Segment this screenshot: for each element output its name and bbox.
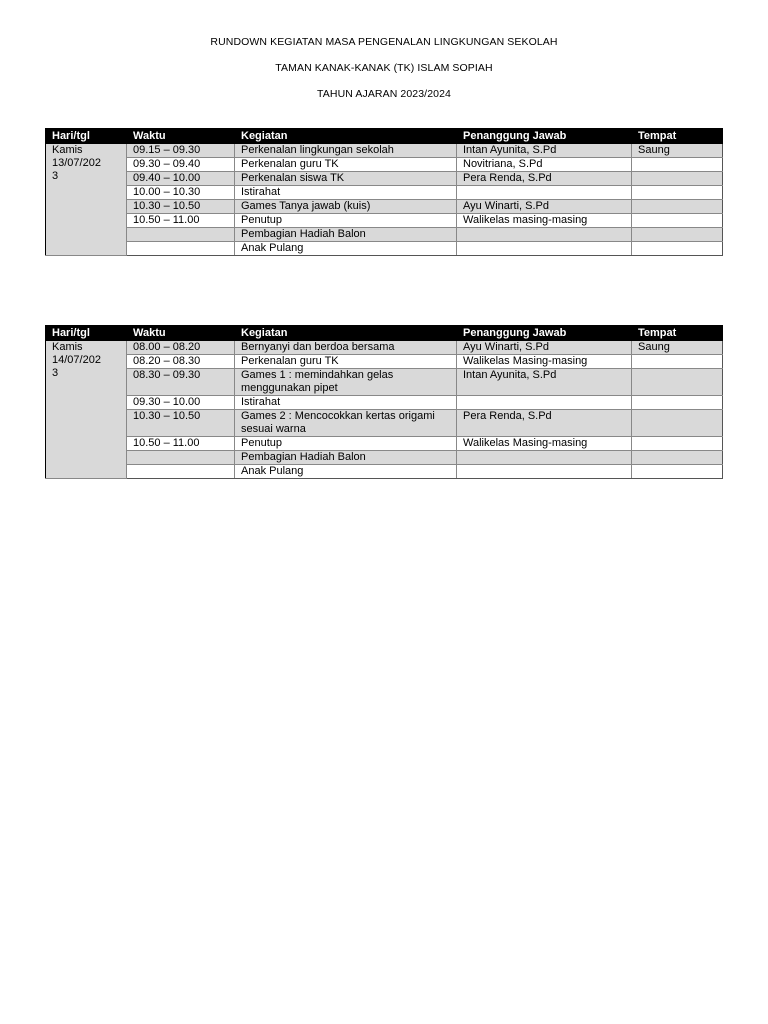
title-line-3: TAHUN AJARAN 2023/2024 [317,88,451,100]
place-cell [632,242,723,256]
activity-cell: Games 2 : Mencocokkan kertas origami sesuai warna [235,410,457,437]
table-row [46,172,723,186]
pic-cell [457,396,632,410]
table-row [46,158,723,172]
table-row [46,242,723,256]
activity-cell: Bernyanyi dan berdoa bersama [235,341,457,355]
day-date: 13/07/202 [52,157,101,169]
time-cell: 09.30 – 10.00 [127,396,235,410]
activity-cell: Pembagian Hadiah Balon [235,228,457,242]
pic-cell: Pera Renda, S.Pd [457,172,632,186]
place-cell [632,437,723,451]
pic-cell: Ayu Winarti, S.Pd [457,200,632,214]
time-cell: 08.00 – 08.20 [127,341,235,355]
time-cell: 10.50 – 11.00 [127,437,235,451]
header-waktu: Waktu [127,326,235,341]
pic-cell: Intan Ayunita, S.Pd [457,369,632,396]
header-kegiatan: Kegiatan [235,326,457,341]
header-tempat: Tempat [632,326,723,341]
header-hari-tgl: Hari/tgl [46,129,127,144]
pic-cell: Walikelas Masing-masing [457,355,632,369]
header-penanggung-jawab: Penanggung Jawab [457,129,632,144]
table-row [46,355,723,369]
time-cell: 09.30 – 09.40 [127,158,235,172]
table-row [46,465,723,479]
time-cell: 10.30 – 10.50 [127,410,235,437]
time-cell: 09.15 – 09.30 [127,144,235,158]
table-row [46,144,723,158]
table-row [46,186,723,200]
time-cell [127,451,235,465]
day-date-cont: 3 [52,170,59,182]
pic-cell: Pera Renda, S.Pd [457,410,632,437]
activity-cell: Penutup [235,214,457,228]
activity-cell: Istirahat [235,396,457,410]
place-cell [632,410,723,437]
time-cell: 09.40 – 10.00 [127,172,235,186]
table-row [46,396,723,410]
pic-cell [457,228,632,242]
title-line-2: TAMAN KANAK-KANAK (TK) ISLAM SOPIAH [275,62,493,74]
day-name: Kamis [52,341,83,353]
place-cell [632,228,723,242]
time-cell: 10.50 – 11.00 [127,214,235,228]
time-cell: 08.30 – 09.30 [127,369,235,396]
pic-cell: Walikelas Masing-masing [457,437,632,451]
header-waktu: Waktu [127,129,235,144]
pic-cell: Ayu Winarti, S.Pd [457,341,632,355]
document-heading [0,36,768,101]
table-row [46,369,723,396]
pic-cell [457,465,632,479]
time-cell: 10.30 – 10.50 [127,200,235,214]
pic-cell [457,242,632,256]
table-row [46,214,723,228]
activity-cell: Perkenalan guru TK [235,355,457,369]
time-cell [127,465,235,479]
time-cell: 10.00 – 10.30 [127,186,235,200]
activity-cell: Games Tanya jawab (kuis) [235,200,457,214]
place-cell [632,355,723,369]
header-tempat: Tempat [632,129,723,144]
time-cell [127,242,235,256]
table-row [46,341,723,355]
day-date-cont: 3 [52,367,59,379]
activity-cell: Games 1 : memindahkan gelas menggunakan pipet [235,369,457,396]
table-row [46,228,723,242]
place-cell [632,186,723,200]
table-row [46,410,723,437]
day-cell [46,144,127,256]
pic-cell: Novitriana, S.Pd [457,158,632,172]
place-cell [632,451,723,465]
place-cell [632,396,723,410]
header-hari-tgl: Hari/tgl [46,326,127,341]
pic-cell: Intan Ayunita, S.Pd [457,144,632,158]
day-name: Kamis [52,144,83,156]
pic-cell: Walikelas masing-masing [457,214,632,228]
activity-cell: Anak Pulang [235,242,457,256]
place-cell [632,172,723,186]
table-row [46,200,723,214]
activity-cell: Istirahat [235,186,457,200]
time-cell [127,228,235,242]
place-cell [632,214,723,228]
pic-cell [457,451,632,465]
place-cell [632,465,723,479]
place-cell [632,200,723,214]
day-date: 14/07/202 [52,354,101,366]
title-line-1: RUNDOWN KEGIATAN MASA PENGENALAN LINGKUNGAN SEKOLAH [210,36,558,48]
pic-cell [457,186,632,200]
place-cell [632,369,723,396]
table-header-row [46,326,723,341]
header-kegiatan: Kegiatan [235,129,457,144]
table-header-row [46,129,723,144]
day-cell [46,341,127,479]
activity-cell: Anak Pulang [235,465,457,479]
time-cell: 08.20 – 08.30 [127,355,235,369]
place-cell [632,158,723,172]
activity-cell: Penutup [235,437,457,451]
activity-cell: Perkenalan lingkungan sekolah [235,144,457,158]
activity-cell: Perkenalan guru TK [235,158,457,172]
table-row [46,451,723,465]
schedule-table-day-2 [45,325,723,479]
schedule-table-day-1 [45,128,723,256]
place-cell: Saung [632,341,723,355]
place-cell: Saung [632,144,723,158]
activity-cell: Perkenalan siswa TK [235,172,457,186]
header-penanggung-jawab: Penanggung Jawab [457,326,632,341]
table-row [46,437,723,451]
activity-cell: Pembagian Hadiah Balon [235,451,457,465]
